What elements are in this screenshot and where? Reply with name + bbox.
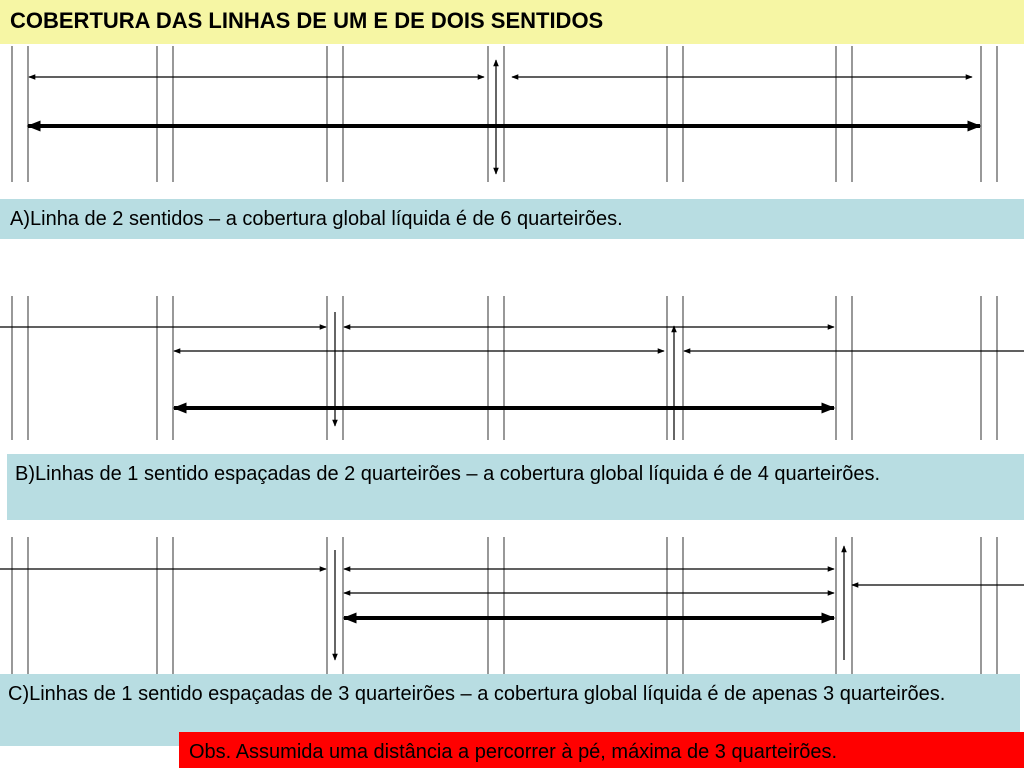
page-title: COBERTURA DAS LINHAS DE UM E DE DOIS SENTIDOS xyxy=(10,8,604,33)
diagram-b xyxy=(0,296,1024,440)
caption-c: C)Linhas de 1 sentido espaçadas de 3 quarteirões – a cobertura global líquida é de apenas 3 quarteirões. xyxy=(0,674,1020,746)
observation-note: Obs. Assumida uma distância a percorrer à pé, máxima de 3 quarteirões. xyxy=(179,732,1024,768)
streets-b xyxy=(12,296,997,440)
streets-c xyxy=(12,537,997,674)
streets-a xyxy=(12,46,997,182)
diagram-a xyxy=(12,46,997,182)
caption-a: A)Linha de 2 sentidos – a cobertura global líquida é de 6 quarteirões. xyxy=(0,199,1024,239)
caption-b: B)Linhas de 1 sentido espaçadas de 2 quarteirões – a cobertura global líquida é de 4 quarteirões. xyxy=(7,454,1024,520)
diagram-c xyxy=(0,537,1024,674)
